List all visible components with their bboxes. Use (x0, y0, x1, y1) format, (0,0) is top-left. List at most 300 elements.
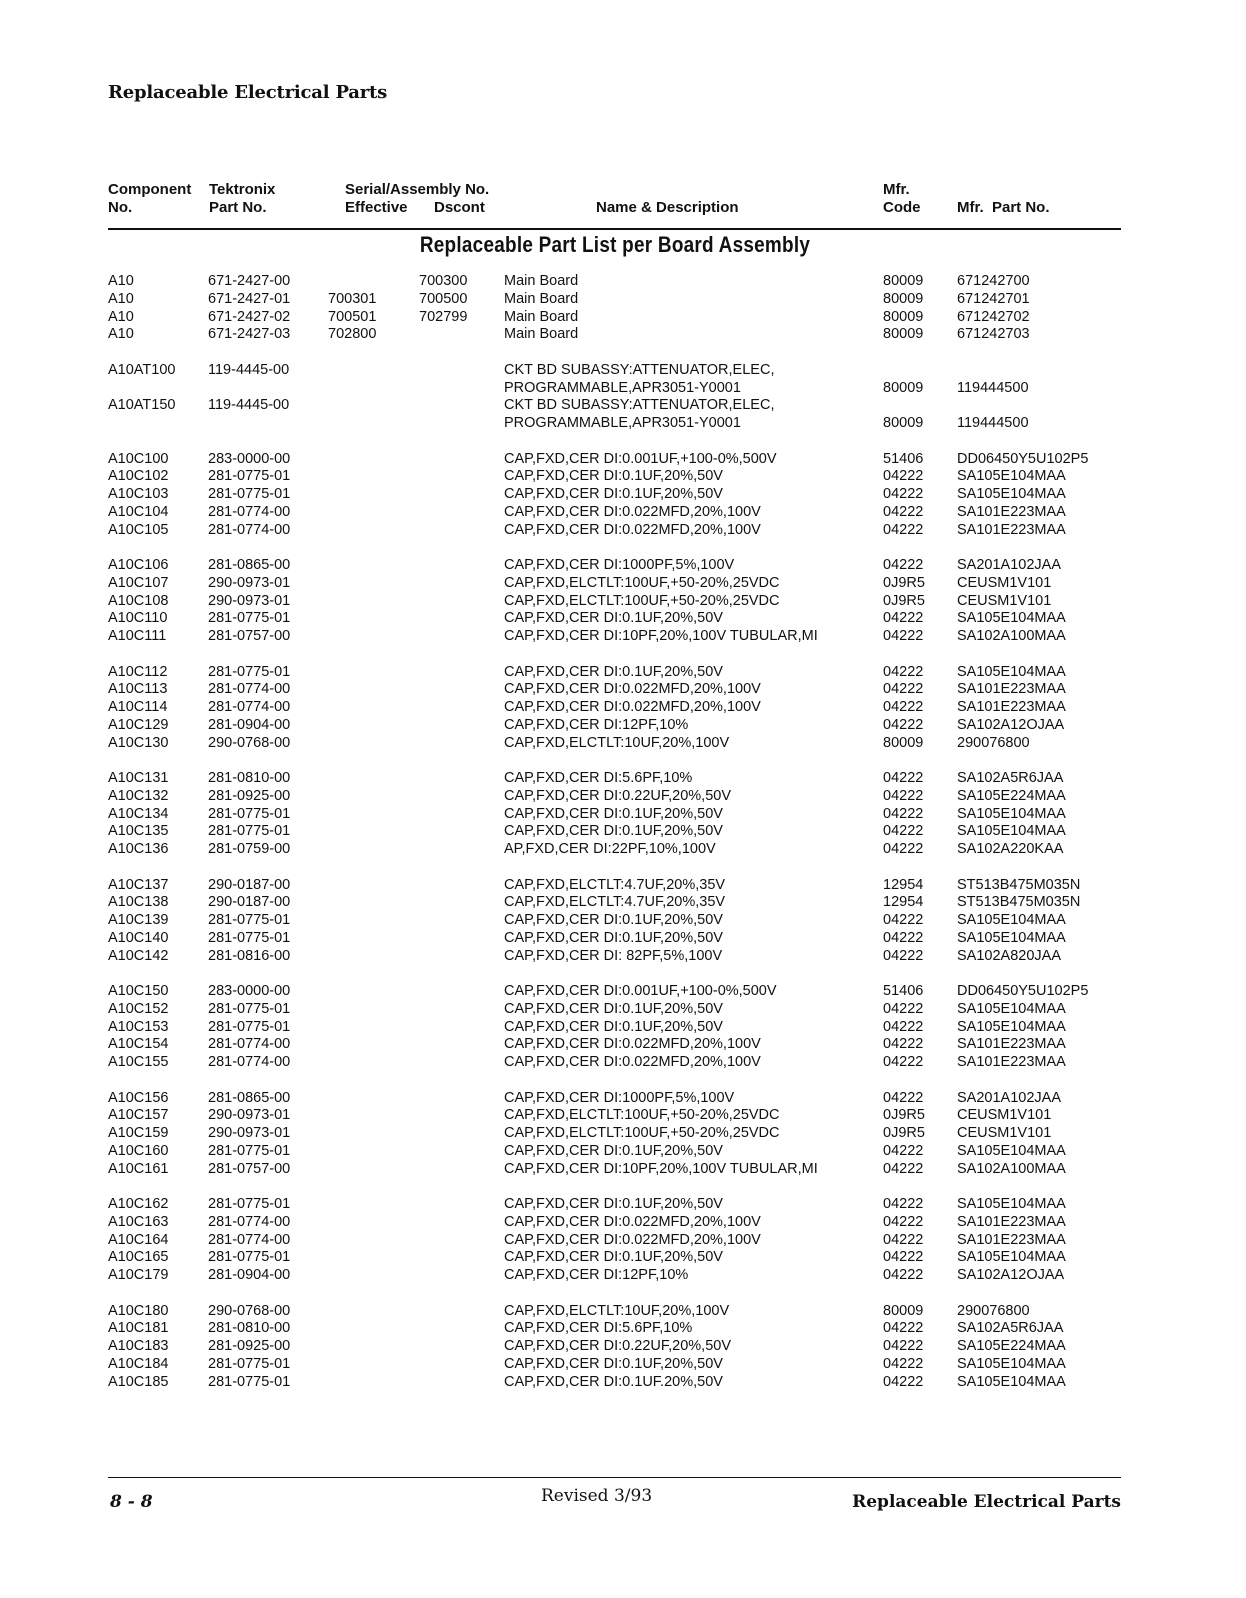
name-description: CAP,FXD,CER DI:0.22UF,20%,50V (504, 1338, 731, 1354)
table-row (0, 734, 1246, 752)
table-row (0, 1355, 1246, 1373)
name-description: CAP,FXD,CER DI:0.1UF,20%,50V (504, 1355, 723, 1372)
mfr-code: 04222 (883, 486, 924, 502)
name-description: PROGRAMMABLE,APR3051-Y0001 (504, 415, 741, 431)
mfr-part-no: SA105E104MAA (957, 486, 1066, 502)
mfr-code: 04222 (883, 1355, 924, 1372)
tektronix-part-no: 281-0775-01 (208, 486, 291, 502)
tektronix-part-no: 281-0774-00 (208, 699, 291, 715)
table-row (0, 840, 1246, 858)
component-no: A10C150 (108, 983, 169, 999)
mfr-part-no: CEUSM1V101 (957, 1107, 1052, 1124)
component-no: A10C152 (108, 1000, 169, 1017)
component-no: A10C183 (108, 1338, 169, 1354)
table-row (0, 805, 1246, 823)
serial-effective: 700501 (328, 308, 377, 325)
component-no: A10C132 (108, 787, 169, 804)
table-row (0, 929, 1246, 947)
name-description: CAP,FXD,CER DI:10PF,20%,100V TUBULAR,MI (504, 1160, 818, 1177)
serial-dscont: 702799 (419, 308, 468, 325)
mfr-part-no: SA101E223MAA (957, 503, 1066, 520)
mfr-part-no: 671242701 (957, 290, 1030, 307)
name-description: CAP,FXD,CER DI:0.1UF,20%,50V (504, 823, 723, 840)
component-no: A10 (108, 326, 134, 343)
mfr-part-no: SA102A220KAA (957, 841, 1064, 857)
name-description: PROGRAMMABLE,APR3051-Y0001 (504, 379, 741, 396)
component-no: A10C181 (108, 1320, 169, 1337)
mfr-part-no: DD06450Y5U102P5 (957, 983, 1089, 999)
name-description: CAP,FXD,CER DI:0.022MFD,20%,100V (504, 1213, 761, 1230)
table-row (0, 1106, 1246, 1124)
component-no: A10C154 (108, 1036, 169, 1053)
mfr-code: 80009 (883, 734, 924, 751)
mfr-part-no: CEUSM1V101 (957, 592, 1052, 609)
mfr-code: 04222 (883, 1054, 924, 1070)
mfr-code: 80009 (883, 290, 924, 307)
mfr-code: 04222 (883, 787, 924, 804)
mfr-part-no: SA101E223MAA (957, 521, 1066, 538)
mfr-code: 12954 (883, 894, 924, 911)
mfr-code: 04222 (883, 663, 924, 680)
component-no: A10C108 (108, 592, 169, 609)
name-description: CAP,FXD,CER DI:0.1UF,20%,50V (504, 1142, 723, 1159)
mfr-part-no: SA102A820JAA (957, 947, 1061, 964)
table-row (0, 769, 1246, 787)
mfr-code: 04222 (883, 1142, 924, 1159)
mfr-code: 04222 (883, 1338, 924, 1354)
mfr-code: 04222 (883, 1036, 924, 1053)
column-header-component (108, 181, 191, 217)
name-description: CAP,FXD,CER DI:1000PF,5%,100V (504, 1089, 735, 1106)
mfr-part-no: SA105E104MAA (957, 663, 1066, 680)
name-description: CAP,FXD,CER DI:0.1UF,20%,50V (504, 663, 723, 680)
tektronix-part-no: 290-0973-01 (208, 574, 291, 591)
tektronix-part-no: 281-0925-00 (208, 787, 291, 804)
name-description: AP,FXD,CER DI:22PF,10%,100V (504, 841, 716, 857)
mfr-code: 04222 (883, 716, 924, 733)
column-header-mfr-code-line1: Mfr. (883, 181, 910, 198)
mfr-part-no: CEUSM1V101 (957, 574, 1052, 591)
tektronix-part-no: 290-0187-00 (208, 894, 291, 911)
tektronix-part-no: 290-0973-01 (208, 1107, 291, 1124)
table-row (0, 716, 1246, 734)
name-description: CAP,FXD,ELCTLT:4.7UF,20%,35V (504, 876, 726, 893)
component-no: A10C142 (108, 947, 169, 964)
tektronix-part-no: 281-0816-00 (208, 947, 291, 964)
tektronix-part-no: 290-0973-01 (208, 1125, 291, 1141)
tektronix-part-no: 281-0865-00 (208, 557, 291, 573)
name-description: CAP,FXD,CER DI:0.1UF,20%,50V (504, 1018, 723, 1035)
name-description: CAP,FXD,ELCTLT:100UF,+50-20%,25VDC (504, 1125, 780, 1141)
table-row (0, 272, 1246, 290)
name-description: CAP,FXD,CER DI:1000PF,5%,100V (504, 557, 735, 573)
mfr-code: 04222 (883, 1249, 924, 1266)
mfr-part-no: ST513B475M035N (957, 894, 1081, 911)
tektronix-part-no: 290-0187-00 (208, 876, 291, 893)
name-description: CAP,FXD,CER DI:0.1UF,20%,50V (504, 1249, 723, 1266)
tektronix-part-no: 281-0774-00 (208, 503, 291, 520)
table-row (0, 627, 1246, 645)
table-row (0, 485, 1246, 503)
name-description: CAP,FXD,CER DI:12PF,10% (504, 716, 689, 733)
mfr-code: 04222 (883, 1267, 924, 1283)
component-no: A10C131 (108, 770, 169, 786)
serial-dscont: 700500 (419, 290, 468, 307)
mfr-part-no: 671242700 (957, 273, 1030, 289)
component-no: A10C129 (108, 716, 169, 733)
table-row (0, 1053, 1246, 1071)
mfr-code: 04222 (883, 628, 924, 644)
component-no: A10C161 (108, 1160, 169, 1177)
table-row (0, 308, 1246, 326)
tektronix-part-no: 281-0810-00 (208, 1320, 291, 1337)
component-no: A10C159 (108, 1125, 169, 1141)
component-no: A10C103 (108, 486, 169, 502)
component-no: A10C134 (108, 805, 169, 822)
tektronix-part-no: 290-0768-00 (208, 734, 291, 751)
table-row (0, 1160, 1246, 1178)
tektronix-part-no: 281-0775-01 (208, 1355, 291, 1372)
mfr-part-no: SA201A102JAA (957, 557, 1061, 573)
mfr-code: 04222 (883, 557, 924, 573)
footer-title: Replaceable Electrical Parts (852, 1492, 1121, 1512)
component-no: A10C138 (108, 894, 169, 911)
table-row (0, 1213, 1246, 1231)
table-row (0, 379, 1246, 397)
name-description: Main Board (504, 290, 579, 307)
mfr-part-no: SA105E104MAA (957, 1249, 1066, 1266)
tektronix-part-no: 281-0775-01 (208, 1196, 291, 1212)
table-row (0, 556, 1246, 574)
table-row (0, 521, 1246, 539)
mfr-code: 04222 (883, 1160, 924, 1177)
name-description: CAP,FXD,CER DI:0.022MFD,20%,100V (504, 1231, 761, 1248)
mfr-part-no: SA102A5R6JAA (957, 1320, 1064, 1337)
name-description: CAP,FXD,CER DI:0.022MFD,20%,100V (504, 503, 761, 520)
mfr-part-no: SA101E223MAA (957, 1054, 1066, 1070)
mfr-part-no: CEUSM1V101 (957, 1125, 1052, 1141)
tektronix-part-no: 281-0759-00 (208, 841, 291, 857)
mfr-part-no: SA201A102JAA (957, 1089, 1061, 1106)
component-no: A10 (108, 290, 134, 307)
mfr-code: 04222 (883, 1196, 924, 1212)
tektronix-part-no: 671-2427-01 (208, 290, 291, 307)
tektronix-part-no: 290-0768-00 (208, 1302, 291, 1319)
component-no: A10C153 (108, 1018, 169, 1035)
column-header-tektronix-line1: Tektronix (209, 181, 276, 198)
column-header-mfr-code-line2: Code (883, 199, 921, 216)
table-row (0, 787, 1246, 805)
mfr-part-no: SA105E104MAA (957, 1196, 1066, 1212)
table-row (0, 1337, 1246, 1355)
mfr-part-no: SA101E223MAA (957, 1036, 1066, 1053)
mfr-code: 04222 (883, 1089, 924, 1106)
tektronix-part-no: 281-0757-00 (208, 1160, 291, 1177)
mfr-code: 04222 (883, 1231, 924, 1248)
mfr-code: 0J9R5 (883, 1107, 925, 1124)
mfr-code: 04222 (883, 681, 924, 698)
tektronix-part-no: 671-2427-03 (208, 326, 291, 343)
component-no: A10AT100 (108, 361, 176, 378)
serial-effective: 702800 (328, 326, 377, 343)
tektronix-part-no: 281-0775-01 (208, 912, 291, 928)
mfr-code: 04222 (883, 947, 924, 964)
name-description: CAP,FXD,CER DI: 82PF,5%,100V (504, 947, 723, 964)
table-row (0, 414, 1246, 432)
mfr-code: 80009 (883, 273, 924, 289)
component-no: A10C165 (108, 1249, 169, 1266)
tektronix-part-no: 671-2427-00 (208, 273, 291, 289)
name-description: CAP,FXD,CER DI:0.001UF,+100-0%,500V (504, 450, 777, 467)
tektronix-part-no: 281-0775-01 (208, 805, 291, 822)
component-no: A10C156 (108, 1089, 169, 1106)
mfr-part-no: SA102A5R6JAA (957, 770, 1064, 786)
table-row (0, 467, 1246, 485)
tektronix-part-no: 281-0775-01 (208, 929, 291, 946)
name-description: CAP,FXD,CER DI:0.1UF,20%,50V (504, 1000, 723, 1017)
name-description: CAP,FXD,CER DI:0.022MFD,20%,100V (504, 521, 761, 538)
mfr-code: 51406 (883, 983, 924, 999)
tektronix-part-no: 281-0774-00 (208, 681, 291, 698)
table-row (0, 1124, 1246, 1142)
component-no: A10C105 (108, 521, 169, 538)
mfr-code: 04222 (883, 823, 924, 840)
tektronix-part-no: 281-0774-00 (208, 521, 291, 538)
component-no: A10C139 (108, 912, 169, 928)
name-description: CAP,FXD,ELCTLT:100UF,+50-20%,25VDC (504, 1107, 780, 1124)
component-no: A10C112 (108, 663, 168, 680)
name-description: CKT BD SUBASSY:ATTENUATOR,ELEC, (504, 397, 775, 414)
name-description: CAP,FXD,CER DI:0.1UF,20%,50V (504, 468, 723, 485)
mfr-part-no: SA105E104MAA (957, 805, 1066, 822)
mfr-part-no: 671242702 (957, 308, 1030, 325)
table-row (0, 947, 1246, 965)
component-no: A10C164 (108, 1231, 169, 1248)
tektronix-part-no: 290-0973-01 (208, 592, 291, 609)
table-row (0, 698, 1246, 716)
mfr-code: 04222 (883, 805, 924, 822)
mfr-code: 80009 (883, 308, 924, 325)
tektronix-part-no: 281-0775-01 (208, 663, 291, 680)
table-row (0, 1231, 1246, 1249)
mfr-code: 04222 (883, 699, 924, 715)
mfr-part-no: SA105E224MAA (957, 787, 1066, 804)
table-row (0, 822, 1246, 840)
name-description: Main Board (504, 308, 579, 325)
mfr-code: 80009 (883, 326, 924, 343)
component-no: A10C102 (108, 468, 169, 485)
mfr-part-no: SA102A12OJAA (957, 1267, 1065, 1283)
mfr-code: 12954 (883, 876, 924, 893)
table-row (0, 663, 1246, 681)
column-header-component-line2: No. (108, 199, 133, 216)
component-no: A10C157 (108, 1107, 169, 1124)
mfr-code: 0J9R5 (883, 1125, 925, 1141)
name-description: CAP,FXD,ELCTLT:10UF,20%,100V (504, 1302, 730, 1319)
table-row (0, 503, 1246, 521)
table-row (0, 1373, 1246, 1391)
table-row (0, 609, 1246, 627)
tektronix-part-no: 281-0774-00 (208, 1036, 291, 1053)
component-no: A10C111 (108, 628, 167, 644)
mfr-part-no: 671242703 (957, 326, 1030, 343)
header-rule (108, 228, 1121, 230)
mfr-code: 04222 (883, 912, 924, 928)
tektronix-part-no: 281-0774-00 (208, 1054, 291, 1070)
mfr-code: 04222 (883, 1320, 924, 1337)
tektronix-part-no: 281-0775-01 (208, 1000, 291, 1017)
mfr-part-no: SA105E104MAA (957, 610, 1066, 627)
mfr-part-no: SA105E104MAA (957, 1000, 1066, 1017)
mfr-code: 04222 (883, 770, 924, 786)
mfr-part-no: SA105E224MAA (957, 1338, 1066, 1354)
name-description: CAP,FXD,CER DI:0.1UF,20%,50V (504, 929, 723, 946)
component-no: A10C163 (108, 1213, 169, 1230)
table-row (0, 1000, 1246, 1018)
table-row (0, 1302, 1246, 1320)
component-no: A10C160 (108, 1142, 169, 1159)
name-description: CKT BD SUBASSY:ATTENUATOR,ELEC, (504, 361, 775, 378)
mfr-part-no: 290076800 (957, 1302, 1030, 1319)
name-description: CAP,FXD,CER DI:0.022MFD,20%,100V (504, 681, 761, 698)
mfr-part-no: SA105E104MAA (957, 1355, 1066, 1372)
component-no: A10C140 (108, 929, 169, 946)
table-row (0, 680, 1246, 698)
column-header-dscont: Dscont (434, 199, 485, 216)
name-description: CAP,FXD,ELCTLT:4.7UF,20%,35V (504, 894, 726, 911)
mfr-code: 0J9R5 (883, 592, 925, 609)
component-no: A10C137 (108, 876, 169, 893)
mfr-code: 80009 (883, 1302, 924, 1319)
component-no: A10C184 (108, 1355, 169, 1372)
mfr-part-no: SA101E223MAA (957, 1213, 1066, 1230)
component-no: A10C110 (108, 610, 168, 627)
component-no: A10C114 (108, 699, 168, 715)
name-description: CAP,FXD,CER DI:0.1UF,20%,50V (504, 912, 723, 928)
table-row (0, 1248, 1246, 1266)
mfr-part-no: ST513B475M035N (957, 876, 1081, 893)
section-title: Replaceable Part List per Board Assembly (419, 232, 811, 257)
tektronix-part-no: 281-0775-01 (208, 1018, 291, 1035)
tektronix-part-no: 281-0775-01 (208, 1142, 291, 1159)
footer-rule (108, 1477, 1121, 1478)
mfr-code: 04222 (883, 1373, 924, 1390)
name-description: CAP,FXD,CER DI:0.1UF,20%,50V (504, 1196, 723, 1212)
mfr-part-no: SA105E104MAA (957, 468, 1066, 485)
tektronix-part-no: 119-4445-00 (208, 397, 290, 414)
component-no: A10C100 (108, 450, 169, 467)
mfr-part-no: SA105E104MAA (957, 912, 1066, 928)
footer-page-number: 8 - 8 (110, 1492, 153, 1512)
name-description: CAP,FXD,ELCTLT:100UF,+50-20%,25VDC (504, 574, 780, 591)
mfr-code: 04222 (883, 610, 924, 627)
mfr-part-no: DD06450Y5U102P5 (957, 450, 1089, 467)
table-row (0, 1142, 1246, 1160)
tektronix-part-no: 281-0775-01 (208, 468, 291, 485)
name-description: Main Board (504, 326, 579, 343)
mfr-part-no: SA105E104MAA (957, 823, 1066, 840)
mfr-code: 04222 (883, 1213, 924, 1230)
table-row (0, 982, 1246, 1000)
mfr-code: 04222 (883, 929, 924, 946)
table-row (0, 574, 1246, 592)
mfr-part-no: SA101E223MAA (957, 699, 1066, 715)
component-no: A10AT150 (108, 397, 176, 414)
component-no: A10C130 (108, 734, 169, 751)
component-no: A10C180 (108, 1302, 169, 1319)
tektronix-part-no: 281-0775-01 (208, 1373, 291, 1390)
table-row (0, 592, 1246, 610)
page-header-title: Replaceable Electrical Parts (108, 82, 388, 103)
tektronix-part-no: 281-0904-00 (208, 716, 291, 733)
component-no: A10C179 (108, 1267, 169, 1283)
serial-effective: 700301 (328, 290, 377, 307)
table-row (0, 911, 1246, 929)
mfr-part-no: SA105E104MAA (957, 1018, 1066, 1035)
name-description: CAP,FXD,CER DI:0.1UF.20%,50V (504, 1373, 723, 1390)
table-row (0, 893, 1246, 911)
component-no: A10C162 (108, 1196, 169, 1212)
name-description: Main Board (504, 273, 579, 289)
table-row (0, 1035, 1246, 1053)
table-row (0, 396, 1246, 414)
tektronix-part-no: 281-0757-00 (208, 628, 291, 644)
mfr-part-no: SA101E223MAA (957, 681, 1066, 698)
footer-revision: Revised 3/93 (541, 1486, 653, 1506)
mfr-part-no: 290076800 (957, 734, 1030, 751)
component-no: A10C113 (108, 681, 168, 698)
column-header-effective: Effective (345, 199, 408, 216)
table-row (0, 361, 1246, 379)
component-no: A10C107 (108, 574, 169, 591)
mfr-code: 04222 (883, 1000, 924, 1017)
table-row (0, 1089, 1246, 1107)
mfr-part-no: SA102A12OJAA (957, 716, 1065, 733)
tektronix-part-no: 281-0925-00 (208, 1338, 291, 1354)
tektronix-part-no: 281-0775-01 (208, 1249, 291, 1266)
component-no: A10C106 (108, 557, 169, 573)
tektronix-part-no: 281-0775-01 (208, 823, 291, 840)
mfr-part-no: SA101E223MAA (957, 1231, 1066, 1248)
mfr-code: 04222 (883, 841, 924, 857)
component-no: A10 (108, 273, 134, 289)
name-description: CAP,FXD,CER DI:10PF,20%,100V TUBULAR,MI (504, 628, 818, 644)
name-description: CAP,FXD,CER DI:5.6PF,10% (504, 770, 693, 786)
table-row (0, 1195, 1246, 1213)
name-description: CAP,FXD,CER DI:0.001UF,+100-0%,500V (504, 983, 777, 999)
mfr-part-no: SA105E104MAA (957, 1373, 1066, 1390)
mfr-code: 0J9R5 (883, 574, 925, 591)
mfr-part-no: SA105E104MAA (957, 1142, 1066, 1159)
table-row (0, 325, 1246, 343)
mfr-code: 51406 (883, 450, 924, 467)
tektronix-part-no: 281-0865-00 (208, 1089, 291, 1106)
table-row (0, 450, 1246, 468)
table-row (0, 1319, 1246, 1337)
tektronix-part-no: 119-4445-00 (208, 361, 290, 378)
mfr-part-no: SA105E104MAA (957, 929, 1066, 946)
column-header-tektronix (209, 181, 275, 217)
mfr-part-no: SA102A100MAA (957, 1160, 1066, 1177)
mfr-code: 04222 (883, 1018, 924, 1035)
column-header-mfr-part: Mfr. Part No. (957, 199, 1050, 216)
tektronix-part-no: 281-0774-00 (208, 1213, 291, 1230)
tektronix-part-no: 671-2427-02 (208, 308, 291, 325)
table-row (0, 290, 1246, 308)
mfr-code: 04222 (883, 503, 924, 520)
component-no: A10C135 (108, 823, 169, 840)
tektronix-part-no: 281-0774-00 (208, 1231, 291, 1248)
